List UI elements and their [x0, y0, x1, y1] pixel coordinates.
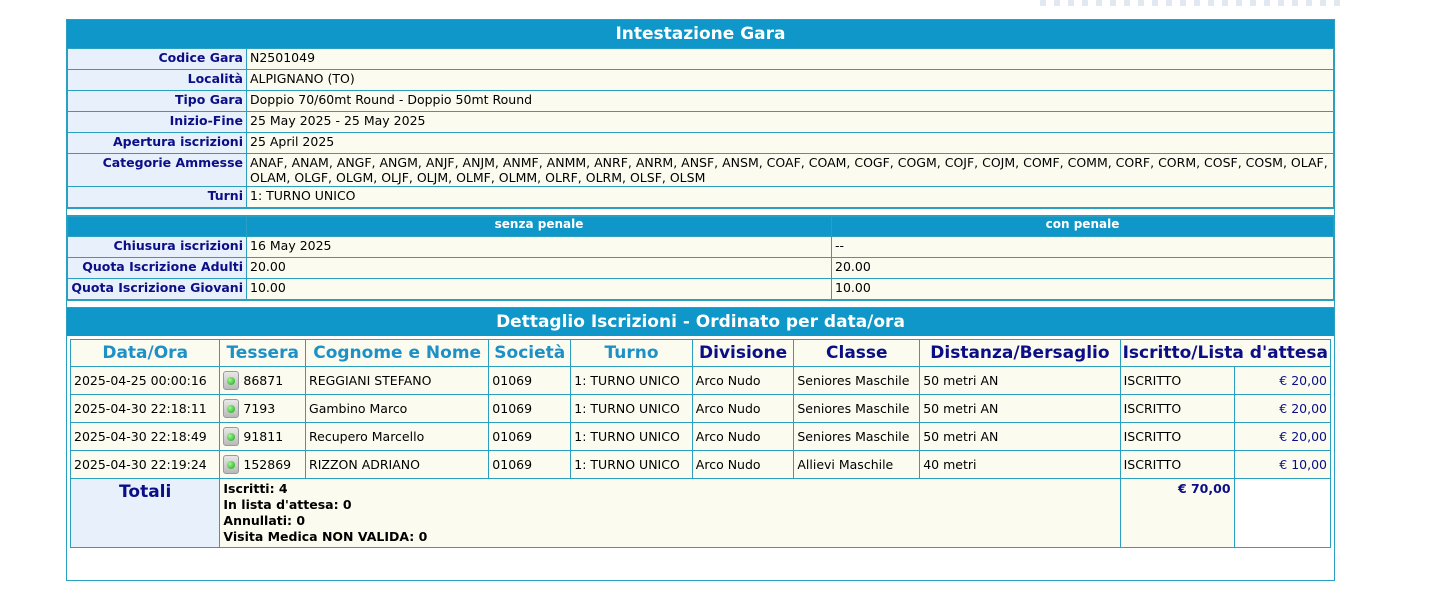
cell-name: Recupero Marcello: [306, 423, 489, 451]
cell-divisione: Arco Nudo: [692, 395, 794, 423]
race-header-title: Intestazione Gara: [67, 20, 1334, 48]
cell-divisione: Arco Nudo: [692, 451, 794, 479]
totals-visita-medica: Visita Medica NON VALIDA: 0: [223, 529, 428, 544]
totals-row: [71, 479, 1331, 548]
registrations-header-row: [71, 340, 1331, 367]
column-header[interactable]: Distanza/Bersaglio: [920, 340, 1120, 367]
info-value: ALPIGNANO (TO): [247, 70, 1334, 91]
fee-no-penalty: 20.00: [247, 258, 832, 279]
traffic-light-green-icon[interactable]: [223, 455, 239, 474]
info-value: 25 May 2025 - 25 May 2025: [247, 112, 1334, 133]
cell-stato: ISCRITTO: [1120, 395, 1234, 423]
cell-turno: 1: TURNO UNICO: [571, 451, 693, 479]
info-row: [68, 70, 1334, 91]
cell-turno: 1: TURNO UNICO: [571, 423, 693, 451]
cell-divisione: Arco Nudo: [692, 423, 794, 451]
info-row: [68, 49, 1334, 70]
column-header[interactable]: Cognome e Nome: [306, 340, 489, 367]
traffic-light-green-icon[interactable]: [223, 427, 239, 446]
tessera-number: 91811: [243, 429, 284, 444]
tessera-number: 152869: [243, 457, 292, 472]
cell-distanza: 40 metri: [920, 451, 1120, 479]
info-row: [68, 133, 1334, 154]
tessera-number: 86871: [243, 373, 284, 388]
tessera-wrap: [223, 455, 302, 474]
tessera-number: 7193: [243, 401, 276, 416]
cell-importo: € 20,00: [1234, 395, 1330, 423]
fee-penalty: --: [832, 237, 1334, 258]
fee-label: Quota Iscrizione Adulti: [68, 258, 247, 279]
totals-sum: € 70,00: [1120, 479, 1234, 548]
cell-turno: 1: TURNO UNICO: [571, 367, 693, 395]
fee-row: [68, 279, 1334, 300]
cell-name: Gambino Marco: [306, 395, 489, 423]
info-row: [68, 112, 1334, 133]
cell-date: 2025-04-30 22:18:11: [71, 395, 220, 423]
info-value: 1: TURNO UNICO: [247, 187, 1334, 208]
info-value: N2501049: [247, 49, 1334, 70]
totals-iscritti: Iscritti: 4: [223, 481, 288, 496]
info-value: 25 April 2025: [247, 133, 1334, 154]
cell-tessera: [220, 451, 306, 479]
cell-tessera: [220, 367, 306, 395]
race-sheet: [66, 19, 1335, 581]
fee-no-penalty: 10.00: [247, 279, 832, 300]
cell-date: 2025-04-30 22:19:24: [71, 451, 220, 479]
cell-classe: Seniores Maschile: [794, 395, 920, 423]
totals-annullati: Annullati: 0: [223, 513, 306, 528]
column-header[interactable]: Divisione: [692, 340, 794, 367]
cell-stato: ISCRITTO: [1120, 451, 1234, 479]
cell-stato: ISCRITTO: [1120, 423, 1234, 451]
fees-col-no-penalty: senza penale: [247, 217, 832, 237]
cell-importo: € 10,00: [1234, 451, 1330, 479]
cell-stato: ISCRITTO: [1120, 367, 1234, 395]
tessera-wrap: [223, 371, 302, 390]
fee-label: Chiusura iscrizioni: [68, 237, 247, 258]
cell-distanza: 50 metri AN: [920, 423, 1120, 451]
info-label: Categorie Ammesse: [68, 154, 247, 187]
fees-col-penalty: con penale: [832, 217, 1334, 237]
column-header[interactable]: Turno: [571, 340, 693, 367]
info-row: [68, 91, 1334, 112]
cell-importo: € 20,00: [1234, 367, 1330, 395]
tessera-wrap: [223, 427, 302, 446]
tessera-wrap: [223, 399, 302, 418]
cell-date: 2025-04-25 00:00:16: [71, 367, 220, 395]
fees-header-blank: [68, 217, 247, 237]
cell-societa: 01069: [489, 423, 571, 451]
traffic-light-green-icon[interactable]: [223, 399, 239, 418]
cell-societa: 01069: [489, 451, 571, 479]
info-label: Inizio-Fine: [68, 112, 247, 133]
info-label: Località: [68, 70, 247, 91]
cell-tessera: [220, 395, 306, 423]
fee-no-penalty: 16 May 2025: [247, 237, 832, 258]
info-row: [68, 154, 1334, 187]
cell-classe: Seniores Maschile: [794, 423, 920, 451]
fee-row: [68, 237, 1334, 258]
info-label: Codice Gara: [68, 49, 247, 70]
registration-row: [71, 423, 1331, 451]
column-header[interactable]: Tessera: [220, 340, 306, 367]
cell-classe: Allievi Maschile: [794, 451, 920, 479]
registration-row: [71, 367, 1331, 395]
totals-stats: [220, 479, 1120, 548]
top-decoration: [1040, 0, 1340, 6]
cell-societa: 01069: [489, 395, 571, 423]
fees-table: [67, 216, 1334, 300]
fee-penalty: 10.00: [832, 279, 1334, 300]
column-header[interactable]: Società: [489, 340, 571, 367]
cell-importo: € 20,00: [1234, 423, 1330, 451]
registrations-table: [70, 339, 1331, 548]
cell-divisione: Arco Nudo: [692, 367, 794, 395]
cell-tessera: [220, 423, 306, 451]
info-row: [68, 187, 1334, 208]
section-divider: [67, 300, 1334, 308]
cell-societa: 01069: [489, 367, 571, 395]
details-title: Dettaglio Iscrizioni - Ordinato per data/ora: [67, 308, 1334, 336]
fees-header-row: [68, 217, 1334, 237]
info-label: Turni: [68, 187, 247, 208]
cell-classe: Seniores Maschile: [794, 367, 920, 395]
cell-name: RIZZON ADRIANO: [306, 451, 489, 479]
cell-date: 2025-04-30 22:18:49: [71, 423, 220, 451]
info-label: Apertura iscrizioni: [68, 133, 247, 154]
column-header[interactable]: Iscritto/Lista d'attesa: [1120, 340, 1330, 367]
info-value: ANAF, ANAM, ANGF, ANGM, ANJF, ANJM, ANMF, ANMM, ANRF, ANRM, ANSF, ANSM, COAF, COAM, COGF, COGM, COJF, COJM, COMF, COMM, CORF, CORM, COSF, COSM, OLAF, OLAM, OLGF, OLGM, OLJF, OLJM, OLMF, OLMM, OLRF, OLRM, OLSF, OLSM: [247, 154, 1334, 187]
column-header[interactable]: Classe: [794, 340, 920, 367]
column-header[interactable]: Data/Ora: [71, 340, 220, 367]
cell-turno: 1: TURNO UNICO: [571, 395, 693, 423]
totals-label: Totali: [71, 479, 220, 548]
fee-row: [68, 258, 1334, 279]
registration-row: [71, 395, 1331, 423]
section-divider: [67, 208, 1334, 216]
race-info-table: [67, 48, 1334, 208]
fee-penalty: 20.00: [832, 258, 1334, 279]
cell-distanza: 50 metri AN: [920, 367, 1120, 395]
traffic-light-green-icon[interactable]: [223, 371, 239, 390]
info-label: Tipo Gara: [68, 91, 247, 112]
cell-distanza: 50 metri AN: [920, 395, 1120, 423]
cell-name: REGGIANI STEFANO: [306, 367, 489, 395]
fee-label: Quota Iscrizione Giovani: [68, 279, 247, 300]
totals-lista-attesa: In lista d'attesa: 0: [223, 497, 352, 512]
info-value: Doppio 70/60mt Round - Doppio 50mt Round: [247, 91, 1334, 112]
registration-row: [71, 451, 1331, 479]
